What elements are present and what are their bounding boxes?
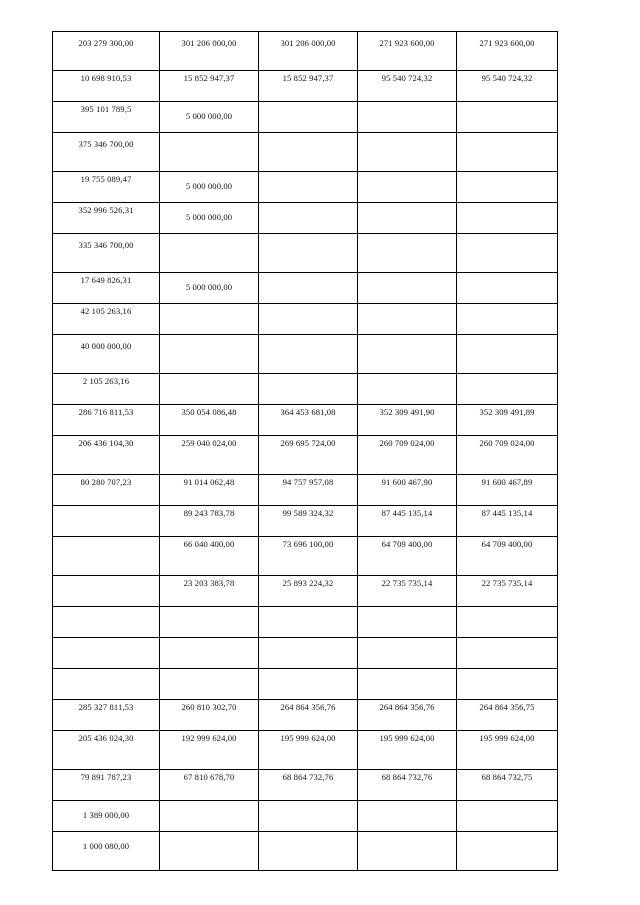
table-cell bbox=[53, 607, 160, 638]
cell-value: 2 105 263,16 bbox=[82, 376, 130, 386]
table-cell bbox=[457, 607, 558, 638]
cell-value: 5 000 000,00 bbox=[185, 282, 233, 292]
table-cell bbox=[358, 770, 457, 801]
cell-value bbox=[358, 273, 456, 282]
table-cell bbox=[53, 335, 160, 374]
table-cell bbox=[53, 234, 160, 273]
cell-value bbox=[358, 172, 456, 181]
table-row bbox=[53, 32, 558, 71]
table-cell bbox=[457, 405, 558, 436]
cell-value: 73 696 100,00 bbox=[282, 539, 334, 549]
table-cell bbox=[160, 506, 259, 537]
cell-value bbox=[53, 506, 159, 508]
table-cell bbox=[259, 770, 358, 801]
cell-value: 271 923 600,00 bbox=[379, 38, 435, 48]
cell-value: 68 864 732,75 bbox=[481, 772, 533, 782]
table-cell bbox=[457, 832, 558, 871]
table-row bbox=[53, 133, 558, 172]
table-cell bbox=[259, 374, 358, 405]
cell-value bbox=[457, 133, 557, 139]
cell-value: 67 810 678,70 bbox=[183, 772, 235, 782]
financial-table-body bbox=[53, 32, 558, 871]
cell-value: 350 054 086,48 bbox=[181, 407, 237, 417]
table-cell bbox=[53, 374, 160, 405]
cell-value: 1 000 080,00 bbox=[82, 841, 130, 851]
table-row bbox=[53, 335, 558, 374]
table-cell bbox=[53, 832, 160, 871]
cell-value: 80 280 707,23 bbox=[80, 477, 132, 487]
table-row bbox=[53, 475, 558, 506]
table-row bbox=[53, 607, 558, 638]
table-cell bbox=[160, 770, 259, 801]
table-cell bbox=[160, 203, 259, 234]
cell-value: 79 891 787,23 bbox=[80, 772, 132, 782]
cell-value bbox=[160, 669, 258, 671]
cell-value bbox=[160, 607, 258, 609]
cell-value: 22 735 735,14 bbox=[481, 578, 533, 588]
cell-value: 205 436 024,30 bbox=[78, 733, 134, 743]
cell-value: 64 709 400,00 bbox=[481, 539, 533, 549]
table-cell bbox=[358, 405, 457, 436]
table-row bbox=[53, 832, 558, 871]
table-cell bbox=[53, 405, 160, 436]
cell-value: 264 864 356,75 bbox=[479, 702, 535, 712]
cell-value: 301 206 000,00 bbox=[181, 38, 237, 48]
cell-value bbox=[358, 102, 456, 111]
cell-value bbox=[457, 234, 557, 240]
table-cell bbox=[259, 475, 358, 506]
cell-value bbox=[160, 638, 258, 640]
cell-value: 195 999 624,00 bbox=[479, 733, 535, 743]
cell-value: 91 014 062,48 bbox=[183, 477, 235, 487]
table-cell bbox=[358, 32, 457, 71]
table-row bbox=[53, 801, 558, 832]
cell-value bbox=[160, 374, 258, 376]
table-cell bbox=[160, 475, 259, 506]
table-cell bbox=[358, 234, 457, 273]
table-cell bbox=[457, 172, 558, 203]
cell-value: 23 203 383,78 bbox=[183, 578, 235, 588]
cell-value bbox=[358, 669, 456, 671]
table-cell bbox=[160, 172, 259, 203]
table-row bbox=[53, 576, 558, 607]
table-cell bbox=[259, 731, 358, 770]
cell-value: 352 309 491,89 bbox=[479, 407, 535, 417]
cell-value: 19 755 089,47 bbox=[80, 174, 132, 184]
financial-table bbox=[52, 31, 558, 871]
cell-value bbox=[457, 374, 557, 376]
cell-value bbox=[259, 203, 357, 212]
table-cell bbox=[358, 172, 457, 203]
table-cell bbox=[160, 374, 259, 405]
table-cell bbox=[53, 71, 160, 102]
table-cell bbox=[160, 273, 259, 304]
cell-value bbox=[259, 607, 357, 609]
cell-value: 364 453 681,08 bbox=[280, 407, 336, 417]
table-cell bbox=[358, 335, 457, 374]
cell-value bbox=[358, 832, 456, 841]
cell-value bbox=[358, 133, 456, 139]
table-cell bbox=[457, 133, 558, 172]
table-cell bbox=[457, 638, 558, 669]
table-cell bbox=[457, 374, 558, 405]
table-cell bbox=[259, 832, 358, 871]
cell-value bbox=[53, 638, 159, 640]
cell-value bbox=[358, 607, 456, 609]
cell-value: 15 852 947,37 bbox=[282, 73, 334, 83]
table-cell bbox=[457, 335, 558, 374]
table-cell bbox=[259, 506, 358, 537]
table-cell bbox=[457, 770, 558, 801]
cell-value: 335 346 700,00 bbox=[78, 240, 134, 250]
cell-value: 68 864 732,76 bbox=[282, 772, 334, 782]
table-cell bbox=[457, 669, 558, 700]
cell-value bbox=[358, 234, 456, 240]
table-cell bbox=[160, 731, 259, 770]
table-cell bbox=[358, 731, 457, 770]
table-cell bbox=[259, 700, 358, 731]
table-cell bbox=[259, 273, 358, 304]
table-cell bbox=[53, 700, 160, 731]
cell-value: 1 389 000,00 bbox=[82, 810, 130, 820]
table-cell bbox=[160, 102, 259, 133]
table-cell bbox=[160, 801, 259, 832]
table-cell bbox=[358, 304, 457, 335]
table-cell bbox=[259, 537, 358, 576]
cell-value: 301 206 000,00 bbox=[280, 38, 336, 48]
table-row bbox=[53, 102, 558, 133]
table-cell bbox=[457, 234, 558, 273]
table-cell bbox=[358, 669, 457, 700]
table-cell bbox=[457, 475, 558, 506]
table-row bbox=[53, 203, 558, 234]
table-cell bbox=[53, 436, 160, 475]
table-cell bbox=[457, 304, 558, 335]
table-cell bbox=[160, 436, 259, 475]
cell-value: 352 309 491,90 bbox=[379, 407, 435, 417]
table-cell bbox=[259, 801, 358, 832]
cell-value bbox=[358, 335, 456, 341]
table-cell bbox=[457, 102, 558, 133]
table-cell bbox=[160, 700, 259, 731]
cell-value bbox=[358, 638, 456, 640]
cell-value: 40 000 000,00 bbox=[80, 341, 132, 351]
cell-value bbox=[259, 102, 357, 111]
table-cell bbox=[358, 801, 457, 832]
cell-value: 42 105 263,16 bbox=[80, 306, 132, 316]
cell-value bbox=[160, 832, 258, 841]
cell-value: 91 600 467,90 bbox=[381, 477, 433, 487]
cell-value: 10 698 910,53 bbox=[80, 73, 132, 83]
table-cell bbox=[53, 669, 160, 700]
cell-value bbox=[53, 576, 159, 578]
table-cell bbox=[259, 335, 358, 374]
table-row bbox=[53, 537, 558, 576]
table-cell bbox=[160, 832, 259, 871]
cell-value: 192 999 624,00 bbox=[181, 733, 237, 743]
cell-value bbox=[457, 801, 557, 810]
table-cell bbox=[358, 638, 457, 669]
cell-value: 64 709 400,00 bbox=[381, 539, 433, 549]
cell-value: 286 716 811,53 bbox=[78, 407, 134, 417]
cell-value bbox=[457, 172, 557, 181]
cell-value: 260 709 024,00 bbox=[379, 438, 435, 448]
cell-value bbox=[358, 304, 456, 306]
cell-value bbox=[160, 133, 258, 139]
cell-value bbox=[259, 234, 357, 240]
cell-value: 25 893 224,32 bbox=[282, 578, 334, 588]
cell-value: 395 101 789,5 bbox=[80, 104, 132, 114]
cell-value: 260 709 024,00 bbox=[479, 438, 535, 448]
cell-value: 195 999 624,00 bbox=[379, 733, 435, 743]
table-row bbox=[53, 770, 558, 801]
cell-value: 66 040 400,00 bbox=[183, 539, 235, 549]
cell-value: 94 757 957,08 bbox=[282, 477, 334, 487]
cell-value: 195 999 624,00 bbox=[280, 733, 336, 743]
table-cell bbox=[160, 607, 259, 638]
table-cell bbox=[358, 475, 457, 506]
cell-value: 99 589 324,32 bbox=[282, 508, 334, 518]
cell-value: 269 695 724,00 bbox=[280, 438, 336, 448]
table-cell bbox=[358, 607, 457, 638]
cell-value: 87 445 135,14 bbox=[481, 508, 533, 518]
table-cell bbox=[259, 669, 358, 700]
table-cell bbox=[160, 133, 259, 172]
cell-value: 352 996 526,31 bbox=[78, 205, 134, 215]
table-cell bbox=[259, 102, 358, 133]
table-cell bbox=[259, 576, 358, 607]
table-cell bbox=[160, 638, 259, 669]
table-row bbox=[53, 304, 558, 335]
table-cell bbox=[358, 832, 457, 871]
table-cell bbox=[358, 700, 457, 731]
cell-value bbox=[259, 669, 357, 671]
cell-value bbox=[358, 801, 456, 810]
table-row bbox=[53, 700, 558, 731]
table-cell bbox=[53, 537, 160, 576]
table-row bbox=[53, 374, 558, 405]
cell-value bbox=[160, 304, 258, 306]
table-cell bbox=[53, 770, 160, 801]
table-row bbox=[53, 731, 558, 770]
table-cell bbox=[53, 203, 160, 234]
table-cell bbox=[53, 102, 160, 133]
table-cell bbox=[358, 273, 457, 304]
table-cell bbox=[160, 537, 259, 576]
cell-value bbox=[457, 273, 557, 282]
cell-value bbox=[259, 273, 357, 282]
cell-value: 5 000 000,00 bbox=[185, 181, 233, 191]
cell-value: 5 000 000,00 bbox=[185, 212, 233, 222]
cell-value bbox=[259, 335, 357, 341]
table-cell bbox=[259, 172, 358, 203]
table-cell bbox=[160, 234, 259, 273]
table-cell bbox=[53, 172, 160, 203]
cell-value bbox=[259, 304, 357, 306]
table-cell bbox=[53, 801, 160, 832]
cell-value: 271 923 600,00 bbox=[479, 38, 535, 48]
table-cell bbox=[53, 32, 160, 71]
cell-value bbox=[259, 172, 357, 181]
financial-table-sheet bbox=[52, 31, 557, 867]
table-cell bbox=[259, 32, 358, 71]
table-cell bbox=[259, 133, 358, 172]
table-cell bbox=[259, 638, 358, 669]
table-cell bbox=[457, 273, 558, 304]
table-cell bbox=[358, 506, 457, 537]
table-cell bbox=[259, 304, 358, 335]
table-cell bbox=[259, 436, 358, 475]
cell-value: 264 864 356,76 bbox=[379, 702, 435, 712]
table-cell bbox=[457, 506, 558, 537]
table-cell bbox=[53, 576, 160, 607]
table-cell bbox=[160, 304, 259, 335]
table-cell bbox=[160, 32, 259, 71]
table-cell bbox=[358, 203, 457, 234]
table-cell bbox=[53, 506, 160, 537]
cell-value bbox=[53, 607, 159, 609]
cell-value: 203 279 300,00 bbox=[78, 38, 134, 48]
table-cell bbox=[457, 731, 558, 770]
cell-value: 206 436 104,30 bbox=[78, 438, 134, 448]
table-cell bbox=[259, 405, 358, 436]
cell-value: 5 000 000,00 bbox=[185, 111, 233, 121]
cell-value: 17 649 826,31 bbox=[80, 275, 132, 285]
table-cell bbox=[53, 638, 160, 669]
table-cell bbox=[358, 71, 457, 102]
cell-value bbox=[457, 102, 557, 111]
table-cell bbox=[457, 700, 558, 731]
table-cell bbox=[53, 133, 160, 172]
cell-value: 68 864 732,76 bbox=[381, 772, 433, 782]
table-cell bbox=[259, 71, 358, 102]
table-cell bbox=[53, 304, 160, 335]
cell-value bbox=[160, 234, 258, 240]
cell-value: 95 540 724,32 bbox=[381, 73, 433, 83]
table-cell bbox=[358, 576, 457, 607]
cell-value: 91 600 467,89 bbox=[481, 477, 533, 487]
table-cell bbox=[358, 537, 457, 576]
table-row bbox=[53, 172, 558, 203]
cell-value: 22 735 735,14 bbox=[381, 578, 433, 588]
table-cell bbox=[457, 32, 558, 71]
cell-value bbox=[457, 607, 557, 609]
table-cell bbox=[457, 801, 558, 832]
cell-value: 259 040 024,00 bbox=[181, 438, 237, 448]
table-cell bbox=[457, 71, 558, 102]
cell-value bbox=[457, 832, 557, 841]
table-row bbox=[53, 71, 558, 102]
cell-value bbox=[457, 304, 557, 306]
cell-value: 89 243 783,78 bbox=[183, 508, 235, 518]
cell-value bbox=[53, 537, 159, 539]
cell-value bbox=[457, 669, 557, 671]
cell-value bbox=[358, 374, 456, 376]
table-cell bbox=[160, 576, 259, 607]
cell-value bbox=[259, 638, 357, 640]
table-cell bbox=[53, 273, 160, 304]
cell-value: 260 810 302,70 bbox=[181, 702, 237, 712]
table-cell bbox=[53, 475, 160, 506]
table-row bbox=[53, 273, 558, 304]
table-cell bbox=[358, 102, 457, 133]
table-cell bbox=[457, 436, 558, 475]
table-cell bbox=[457, 576, 558, 607]
table-cell bbox=[160, 405, 259, 436]
table-cell bbox=[160, 669, 259, 700]
table-row bbox=[53, 405, 558, 436]
cell-value: 264 864 356,76 bbox=[280, 702, 336, 712]
cell-value bbox=[259, 801, 357, 810]
table-row bbox=[53, 638, 558, 669]
cell-value bbox=[457, 638, 557, 640]
table-row bbox=[53, 506, 558, 537]
table-cell bbox=[259, 607, 358, 638]
table-row bbox=[53, 669, 558, 700]
table-cell bbox=[358, 436, 457, 475]
table-cell bbox=[457, 537, 558, 576]
table-cell bbox=[160, 71, 259, 102]
table-cell bbox=[358, 374, 457, 405]
cell-value bbox=[160, 335, 258, 341]
table-cell bbox=[259, 234, 358, 273]
cell-value: 15 852 947,37 bbox=[183, 73, 235, 83]
table-cell bbox=[259, 203, 358, 234]
cell-value bbox=[358, 203, 456, 212]
table-row bbox=[53, 436, 558, 475]
table-cell bbox=[457, 203, 558, 234]
cell-value: 375 346 700,00 bbox=[78, 139, 134, 149]
cell-value bbox=[160, 801, 258, 810]
table-cell bbox=[53, 731, 160, 770]
table-cell bbox=[160, 335, 259, 374]
cell-value bbox=[259, 374, 357, 376]
table-cell bbox=[358, 133, 457, 172]
table-row bbox=[53, 234, 558, 273]
cell-value bbox=[259, 133, 357, 139]
cell-value: 95 540 724,32 bbox=[481, 73, 533, 83]
cell-value: 285 327 811,53 bbox=[78, 702, 134, 712]
cell-value bbox=[259, 832, 357, 841]
cell-value bbox=[53, 669, 159, 671]
cell-value bbox=[457, 335, 557, 341]
cell-value bbox=[457, 203, 557, 212]
cell-value: 87 445 135,14 bbox=[381, 508, 433, 518]
